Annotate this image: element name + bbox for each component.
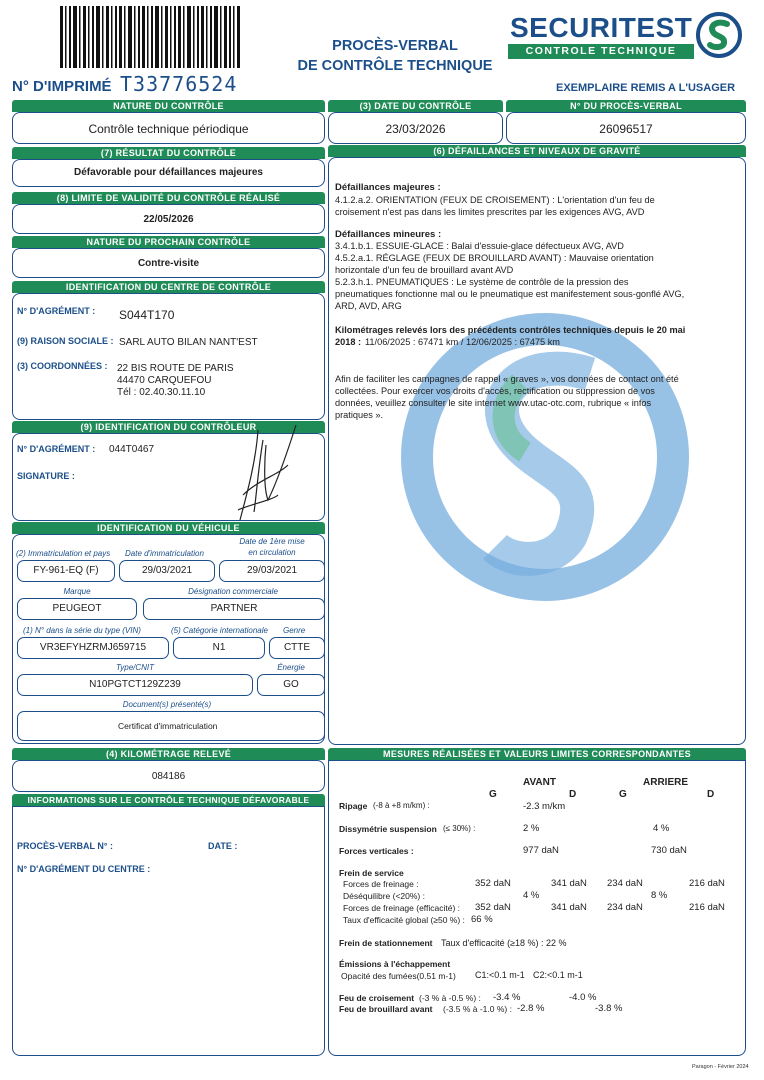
taux-label: Taux d'efficacité global (≥50 %) : xyxy=(343,915,465,925)
category-label: (5) Catégorie internationale xyxy=(171,626,268,635)
col-ar-d: D xyxy=(707,789,715,800)
deseq-label: Déséquilibre (<20%) : xyxy=(343,891,425,901)
designation-value: PARTNER xyxy=(143,598,325,620)
opacite-label: Opacité des fumées(0.51 m-1) xyxy=(341,971,456,981)
brouillard-label: Feu de brouillard avant xyxy=(339,1004,433,1014)
date-header: (3) DATE DU CONTRÔLE xyxy=(328,100,503,112)
brouillard-d: -3.8 % xyxy=(595,1003,623,1014)
controleur-header: (9) IDENTIFICATION DU CONTRÔLEUR xyxy=(12,421,325,433)
km-value: 084186 xyxy=(151,771,186,782)
energie-label: Énergie xyxy=(277,663,305,672)
result-header: (7) RÉSULTAT DU CONTRÔLE xyxy=(12,147,325,159)
dissym-av: 2 % xyxy=(523,823,540,834)
immat-value: FY-961-EQ (F) xyxy=(17,560,115,582)
signature-image xyxy=(218,420,308,530)
minor-line2: 4.5.2.a.1. RÉGLAGE (FEUX DE BROUILLARD AVANT) : Mauvaise orientation xyxy=(335,253,654,263)
minor-line3: horizontale d'un feu de brouillard avant AVD xyxy=(335,265,514,275)
deseq-ar: 8 % xyxy=(651,890,668,901)
next-value: Contre-visite xyxy=(137,258,200,269)
printed-number: T33776524 xyxy=(120,72,238,96)
result-box xyxy=(12,159,325,187)
emissions-title: Émissions à l'échappement xyxy=(339,959,451,969)
opacite-c2: C2:<0.1 m-1 xyxy=(533,970,583,980)
brand-logo xyxy=(506,12,746,64)
minor-title: Défaillances mineures : xyxy=(335,229,442,240)
validity-box xyxy=(12,204,325,234)
unfavorable-date-label: DATE : xyxy=(208,841,238,851)
minor-line6: ARD, AVD, ARG xyxy=(335,301,402,311)
ff-avd: 341 daN xyxy=(551,878,587,889)
unfavorable-box xyxy=(12,806,325,1056)
minor-line1: 3.4.1.b.1. ESSUIE-GLACE : Balai d'essuie-glace défectueux AVG, AVD xyxy=(335,241,624,251)
km-history-title-1: Kilométrages relevés lors des précédents contrôles techniques depuis le 20 mai xyxy=(335,325,686,335)
nature-header: NATURE DU CONTRÔLE xyxy=(12,100,325,112)
ripage-value: -2.3 m/km xyxy=(523,801,566,812)
km-box xyxy=(12,760,325,792)
minor-line5: pneumatiques fonctionne mal ou le pneumatique est manifestement sous-gonflé AVG, xyxy=(335,289,685,299)
nature-value: Contrôle technique périodique xyxy=(88,122,249,136)
document-title-line1: PROCÈS-VERBAL xyxy=(332,38,458,54)
pv-box xyxy=(506,112,746,144)
centre-raison-value: SARL AUTO BILAN NANT'EST xyxy=(119,337,258,348)
forces-label: Forces verticales : xyxy=(339,846,414,856)
col-av-g: G xyxy=(489,789,497,800)
unfavorable-pv-label: PROCÈS-VERBAL N° : xyxy=(17,841,113,851)
major-title: Défaillances majeures : xyxy=(335,182,441,193)
deseq-av: 4 % xyxy=(523,890,540,901)
info-line1: Afin de faciliter les campagnes de rappel « graves », vos données de contact ont été xyxy=(335,374,679,384)
controleur-agrement-label: N° D'AGRÉMENT : xyxy=(17,444,96,454)
dissym-label: Dissymétrie suspension xyxy=(339,824,437,834)
validity-header: (8) LIMITE DE VALIDITÉ DU CONTRÔLE RÉALISÉ xyxy=(12,192,325,204)
centre-box xyxy=(12,293,325,420)
date-value: 23/03/2026 xyxy=(385,122,446,136)
croisement-g: -3.4 % xyxy=(493,992,521,1003)
col-ar-g: G xyxy=(619,789,627,800)
genre-label: Genre xyxy=(283,626,306,635)
major-line2: croisement n'est pas dans les limites prescrites par les exigences AVG, AVD xyxy=(335,207,645,217)
copy-notice: EXEMPLAIRE REMIS A L'USAGER xyxy=(556,82,736,94)
pv-value: 26096517 xyxy=(599,122,653,136)
ff-arg: 234 daN xyxy=(607,878,643,889)
stationnement-label: Frein de stationnement xyxy=(339,938,433,948)
dissym-limit: (≤ 30%) : xyxy=(443,824,476,833)
croisement-limit: (-3 % à -0.5 %) : xyxy=(419,993,481,1003)
category-value: N1 xyxy=(173,637,265,659)
centre-agrement-value: S044T170 xyxy=(119,308,175,322)
printed-number-label: N° D'IMPRIMÉ xyxy=(12,78,112,95)
ffe-avg: 352 daN xyxy=(475,902,511,913)
taux-value: 66 % xyxy=(471,914,493,925)
col-avant: AVANT xyxy=(523,777,556,788)
col-arriere: ARRIERE xyxy=(643,777,689,788)
forces-ar: 730 daN xyxy=(651,845,687,856)
km-history-title-2: 2018 : xyxy=(335,337,362,347)
next-box xyxy=(12,248,325,278)
measures-header: MESURES RÉALISÉES ET VALEURS LIMITES CORRESPONDANTES xyxy=(328,748,746,760)
energie-value: GO xyxy=(257,674,325,696)
info-line3: données, veuillez consulter le site internet www.utac-otc.com, rubrique « infos xyxy=(335,398,652,408)
vehicle-box xyxy=(12,534,325,744)
info-line4: pratiques ». xyxy=(335,410,384,420)
unfavorable-header: INFORMATIONS SUR LE CONTRÔLE TECHNIQUE DÉFAVORABLE xyxy=(12,794,325,806)
pv-header: N° DU PROCÈS-VERBAL xyxy=(506,100,746,112)
date-immat-label: Date d'immatriculation xyxy=(125,549,204,558)
ffe-avd: 341 daN xyxy=(551,902,587,913)
dissym-ar: 4 % xyxy=(653,823,670,834)
col-av-d: D xyxy=(569,789,577,800)
controleur-agrement-value: 044T0467 xyxy=(109,444,155,455)
info-line2: collectées. Pour exercer vos droits d'accès, rectification ou suppression de vos xyxy=(335,386,655,396)
centre-header: IDENTIFICATION DU CENTRE DE CONTRÔLE xyxy=(12,281,325,293)
ffe-ard: 216 daN xyxy=(689,902,725,913)
genre-value: CTTE xyxy=(269,637,325,659)
frein-title: Frein de service xyxy=(339,868,404,878)
unfavorable-agrement-label: N° D'AGRÉMENT DU CENTRE : xyxy=(17,864,151,874)
date-box xyxy=(328,112,503,144)
brand-s-icon xyxy=(696,12,742,58)
marque-label: Marque xyxy=(63,587,91,596)
ff-avg: 352 daN xyxy=(475,878,511,889)
ffe-arg: 234 daN xyxy=(607,902,643,913)
designation-label: Désignation commerciale xyxy=(188,587,278,596)
print-reference: Paragon - Février 2024 xyxy=(692,1064,749,1070)
centre-coord-line2: 44470 CARQUEFOU xyxy=(117,375,212,386)
ff-ard: 216 daN xyxy=(689,878,725,889)
marque-value: PEUGEOT xyxy=(17,598,137,620)
minor-line4: 5.2.3.h.1. PNEUMATIQUES : Le système de contrôle de la pression des xyxy=(335,277,629,287)
next-header: NATURE DU PROCHAIN CONTRÔLE xyxy=(12,236,325,248)
date-immat-value: 29/03/2021 xyxy=(119,560,215,582)
brand-name: SECURITEST xyxy=(510,12,693,43)
centre-agrement-label: N° D'AGRÉMENT : xyxy=(17,306,96,316)
documents-label: Document(s) présenté(s) xyxy=(122,700,212,709)
vehicle-header: IDENTIFICATION DU VÉHICULE xyxy=(12,522,325,534)
croisement-d: -4.0 % xyxy=(569,992,597,1003)
defects-box xyxy=(328,157,746,745)
croisement-label: Feu de croisement xyxy=(339,993,415,1003)
opacite-c1: C1:<0.1 m-1 xyxy=(475,970,525,980)
brouillard-limit: (-3.5 % à -1.0 %) : xyxy=(443,1004,512,1014)
defects-header: (6) DÉFAILLANCES ET NIVEAUX DE GRAVITÉ xyxy=(328,145,746,157)
result-value: Défavorable pour défaillances majeures xyxy=(74,167,263,178)
nature-box xyxy=(12,112,325,144)
ffe-label: Forces de freinage (efficacité) : xyxy=(343,903,461,913)
major-line1: 4.1.2.a.2. ORIENTATION (FEUX DE CROISEMENT) : L'orientation d'un feu de xyxy=(335,195,655,205)
measures-box xyxy=(328,760,746,1056)
centre-coord-line3: Tél : 02.40.30.11.10 xyxy=(117,387,206,398)
centre-raison-label: (9) RAISON SOCIALE : xyxy=(17,336,114,346)
controleur-box xyxy=(12,433,325,521)
first-circ-label-2: en circulation xyxy=(248,548,296,557)
type-value: N10PGTCT129Z239 xyxy=(17,674,253,696)
km-header: (4) KILOMÉTRAGE RELEVÉ xyxy=(12,748,325,760)
document-title-line2: DE CONTRÔLE TECHNIQUE xyxy=(297,58,493,74)
vin-value: VR3EFYHZRMJ659715 xyxy=(17,637,169,659)
brand-subtitle: CONTROLE TECHNIQUE xyxy=(508,44,694,59)
type-label: Type/CNIT xyxy=(115,663,155,672)
brouillard-g: -2.8 % xyxy=(517,1003,545,1014)
documents-value: Certificat d'immatriculation xyxy=(17,711,325,741)
first-circ-label-1: Date de 1ère mise xyxy=(239,537,305,546)
ripage-label: Ripage xyxy=(339,801,368,811)
forces-av: 977 daN xyxy=(523,845,559,856)
ff-label: Forces de freinage : xyxy=(343,879,419,889)
centre-coord-label: (3) COORDONNÉES : xyxy=(17,361,108,371)
signature-label: SIGNATURE : xyxy=(17,471,75,481)
ripage-limit: (-8 à +8 m/km) : xyxy=(373,801,430,810)
first-circ-value: 29/03/2021 xyxy=(219,560,325,582)
stationnement-value: Taux d'efficacité (≥18 %) : 22 % xyxy=(441,938,567,948)
validity-value: 22/05/2026 xyxy=(143,214,194,225)
immat-label: (2) Immatriculation et pays xyxy=(16,549,111,558)
centre-coord-line1: 22 BIS ROUTE DE PARIS xyxy=(117,363,234,374)
vin-label: (1) N° dans la série du type (VIN) xyxy=(23,626,141,635)
barcode xyxy=(60,6,240,68)
km-history-values: 11/06/2025 : 67471 km / 12/06/2025 : 67475 km xyxy=(365,337,560,347)
